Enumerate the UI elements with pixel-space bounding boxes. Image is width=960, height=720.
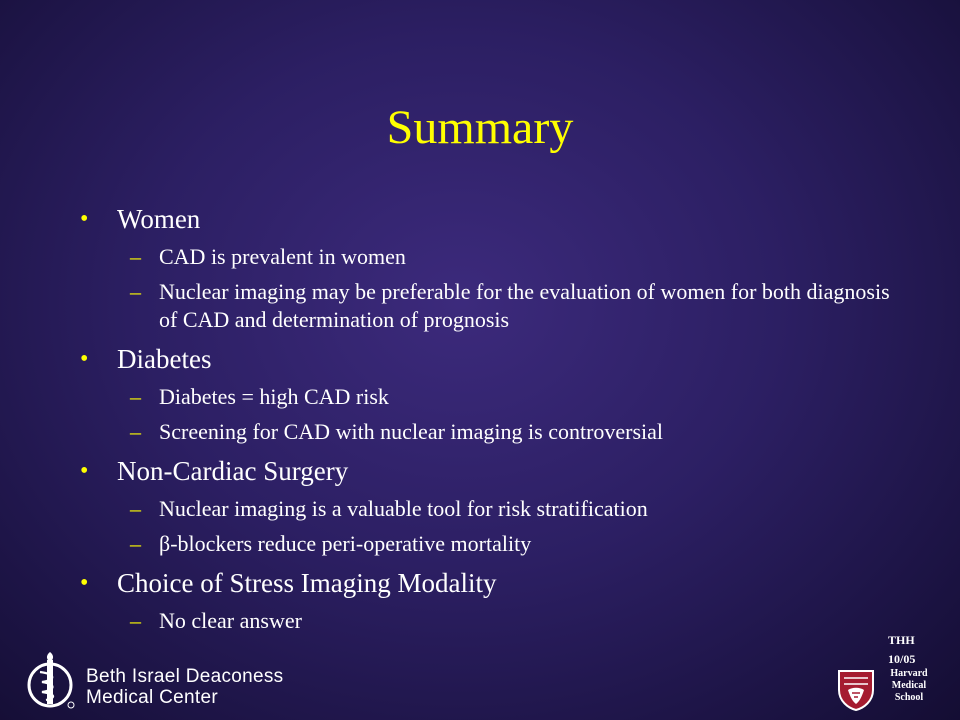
sub-bullet-item xyxy=(80,607,900,635)
dash-marker: – xyxy=(130,384,141,409)
sub-bullet-list xyxy=(80,243,900,334)
bullet-marker: • xyxy=(80,458,89,484)
school-line3: School xyxy=(894,692,924,703)
sub-bullet-item xyxy=(80,243,900,271)
bullet-text: Non-Cardiac Surgery xyxy=(117,456,349,486)
author-initials: THH xyxy=(888,633,915,647)
sub-bullet-item xyxy=(80,383,900,411)
sub-bullet-item xyxy=(80,495,900,523)
bullet-text: Women xyxy=(117,204,201,234)
sub-bullet-item xyxy=(80,418,900,446)
dash-marker: – xyxy=(130,608,141,633)
bullet-item xyxy=(80,454,900,488)
bullet-list xyxy=(80,198,900,643)
sub-bullet-list xyxy=(80,495,900,558)
bullet-marker: • xyxy=(80,206,89,232)
sub-bullet-text: Nuclear imaging is a valuable tool for risk stratification xyxy=(159,496,648,521)
sub-bullet-item xyxy=(80,530,900,558)
bullet-marker: • xyxy=(80,346,89,372)
bullet-item xyxy=(80,342,900,376)
harvard-shield-icon xyxy=(836,668,876,712)
sub-bullet-text: No clear answer xyxy=(159,608,302,633)
bullet-item xyxy=(80,202,900,236)
institution-name-line2: Medical Center xyxy=(86,687,218,708)
dash-marker: – xyxy=(130,496,141,521)
dash-marker: – xyxy=(130,531,141,556)
bullet-item xyxy=(80,566,900,600)
sub-bullet-list xyxy=(80,383,900,446)
dash-marker: – xyxy=(130,419,141,444)
dash-marker: – xyxy=(130,244,141,269)
sub-bullet-text: Screening for CAD with nuclear imaging is controversial xyxy=(159,419,664,444)
institution-name-line1: Beth Israel Deaconess xyxy=(86,666,284,687)
sub-bullet-text: Diabetes = high CAD risk xyxy=(159,384,389,409)
sub-bullet-text: β-blockers reduce peri-operative mortality xyxy=(159,531,532,556)
sub-bullet-item xyxy=(80,278,900,334)
school-line1: Harvard xyxy=(890,668,928,679)
sub-bullet-text: CAD is prevalent in women xyxy=(159,244,406,269)
bullet-text: Choice of Stress Imaging Modality xyxy=(117,568,497,598)
bullet-marker: • xyxy=(80,570,89,596)
bidmc-logo-icon xyxy=(26,650,78,710)
institution-name xyxy=(86,666,283,708)
bullet-text: Diabetes xyxy=(117,344,212,374)
slide-date: 10/05 xyxy=(888,652,916,666)
harvard-medical-school-label xyxy=(884,668,934,704)
school-line2: Medical xyxy=(891,680,927,691)
institution-logo xyxy=(26,650,296,710)
sub-bullet-list xyxy=(80,607,900,635)
sub-bullet-text: Nuclear imaging may be preferable for the evaluation of women for both diagnosis of CAD and determination of prognosis xyxy=(159,279,890,332)
dash-marker: – xyxy=(130,279,141,304)
slide-title: Summary xyxy=(386,101,574,154)
